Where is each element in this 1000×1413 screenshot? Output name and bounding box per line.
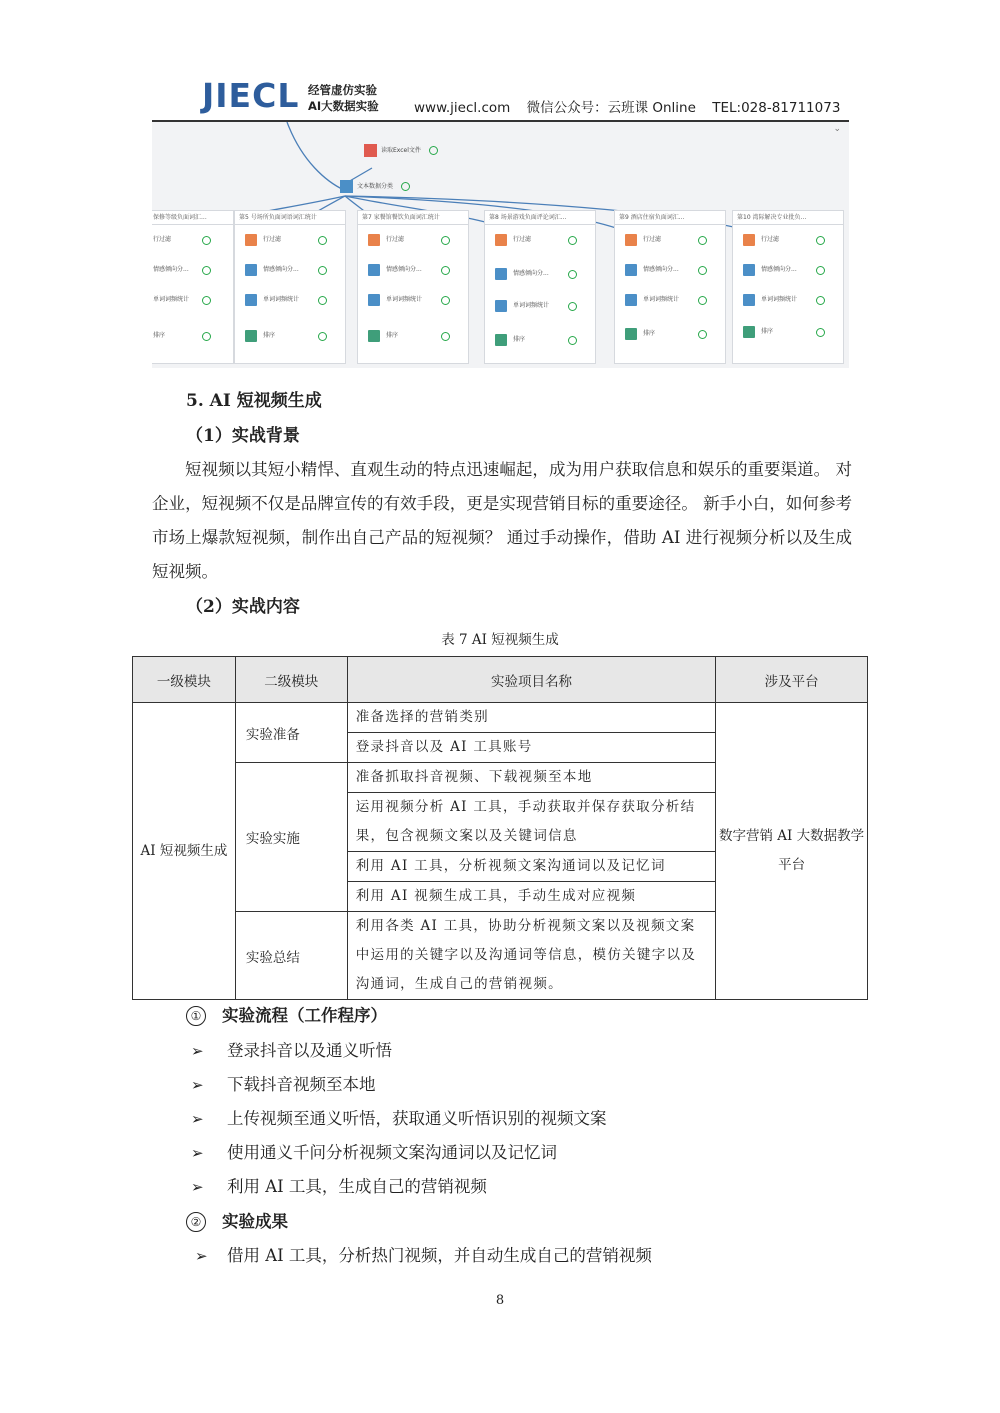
filter-icon <box>495 234 507 246</box>
node-sort[interactable] <box>625 327 709 341</box>
item-cell: 登录抖音以及 AI 工具账号 <box>347 733 715 763</box>
item-cell: 准备抓取抖音视频、下载视频至本地 <box>347 763 715 793</box>
item-cell: 运用视频分析 AI 工具，手动获取并保存获取分析结果，包含视频文案以及关键词信息 <box>347 793 715 852</box>
lane-1 <box>234 210 346 364</box>
success-check-icon <box>816 266 825 275</box>
success-check-icon <box>816 296 825 305</box>
header-cell: 二级模块 <box>235 657 347 703</box>
module1-cell: AI 短视频生成 <box>133 703 236 1000</box>
lane-2 <box>357 210 469 364</box>
wordfreq-icon <box>743 294 755 306</box>
jiecl-logo: JIECL <box>202 76 300 115</box>
step-text: 登录抖音以及通义听悟 <box>227 1041 392 1060</box>
arrow-bullet-icon: ➢ <box>191 1178 204 1196</box>
wordfreq-icon <box>625 294 637 306</box>
workflow-screenshot <box>152 122 849 368</box>
step-text: 下载抖音视频至本地 <box>227 1075 376 1094</box>
lane-title: 第8 场景游戏负面评论词汇... <box>485 211 595 225</box>
collapse-chevron-icon[interactable]: ⌄ <box>833 124 841 134</box>
module2-cell: 实验准备 <box>235 703 347 763</box>
arrow-bullet-icon: ➢ <box>191 1042 204 1060</box>
step-number: ① <box>186 1006 206 1026</box>
lane-5 <box>732 210 844 364</box>
process-heading <box>186 1002 387 1026</box>
wordfreq-icon <box>245 294 257 306</box>
node-sentiment[interactable] <box>368 263 452 277</box>
success-check-icon <box>401 182 410 191</box>
lane-4 <box>614 210 726 364</box>
node-sentiment[interactable] <box>625 263 709 277</box>
sentiment-icon <box>495 268 507 280</box>
sort-icon <box>743 326 755 338</box>
node-sentiment[interactable] <box>245 263 329 277</box>
step-text: 上传视频至通义听悟，获取通义听悟识别的视频文案 <box>227 1109 607 1128</box>
success-check-icon <box>698 236 707 245</box>
success-check-icon <box>568 236 577 245</box>
success-check-icon <box>441 266 450 275</box>
success-check-icon <box>202 296 211 305</box>
sort-icon <box>495 334 507 346</box>
node-sort[interactable] <box>153 329 213 343</box>
success-check-icon <box>318 332 327 341</box>
node-filter[interactable] <box>368 233 452 247</box>
sentiment-icon <box>368 264 380 276</box>
experiment-table <box>132 656 868 1000</box>
lane-3 <box>484 210 596 364</box>
node-label: 情感倾向分... <box>386 266 422 273</box>
node-filter[interactable] <box>495 233 579 247</box>
node-label: 行过滤 <box>643 236 662 243</box>
process-title: 实验流程（工作程序） <box>222 1006 387 1025</box>
node-label: 单词词频统计 <box>386 296 423 303</box>
table-caption: 表 7 AI 短视频生成 <box>441 632 559 648</box>
node-label: 行过滤 <box>513 236 532 243</box>
excel-read-node[interactable] <box>364 144 438 158</box>
node-filter[interactable] <box>245 233 329 247</box>
node-label: 文本数据分类 <box>357 183 394 190</box>
lane-title: 第9 酒店住宿负面词汇... <box>615 211 725 225</box>
arrow-bullet-icon: ➢ <box>191 1076 204 1094</box>
platform-cell: 数字营销 AI 大数据教学平台 <box>716 703 868 1000</box>
node-label: 排序 <box>386 332 399 339</box>
lane-title: 第10 湾际解决专业批负... <box>733 211 843 225</box>
node-wordfreq[interactable] <box>625 293 709 307</box>
background-heading: （1）实战背景 <box>186 426 300 446</box>
success-check-icon <box>441 296 450 305</box>
wechat-info: 微信公众号：云班课 Online <box>526 100 696 116</box>
node-filter[interactable] <box>153 233 213 247</box>
filter-icon <box>743 234 755 246</box>
node-label: 情感倾向分... <box>263 266 299 273</box>
node-sort[interactable] <box>245 329 329 343</box>
lane-title: 第7 家餐馆餐饮负面词汇统计 <box>358 211 468 225</box>
node-label: 行过滤 <box>386 236 405 243</box>
success-check-icon <box>441 332 450 341</box>
success-check-icon <box>202 332 211 341</box>
node-wordfreq[interactable] <box>743 293 827 307</box>
sentiment-icon <box>743 264 755 276</box>
success-check-icon <box>698 266 707 275</box>
header-cell: 一级模块 <box>133 657 236 703</box>
result-heading <box>186 1208 288 1232</box>
list-item <box>191 1037 392 1061</box>
item-cell: 利用 AI 工具，分析视频文案沟通词以及记忆词 <box>347 852 715 882</box>
step-number: ② <box>186 1212 206 1232</box>
node-filter[interactable] <box>743 233 827 247</box>
tel-info: TEL:028-81711073 <box>712 100 841 116</box>
section-title: 5. AI 短视频生成 <box>186 391 322 411</box>
lane-0 <box>152 210 234 364</box>
page-header <box>152 74 849 122</box>
text-classify-node[interactable] <box>340 180 410 194</box>
page-number: 8 <box>495 1293 505 1308</box>
node-label: 单词词频统计 <box>153 296 190 303</box>
table-header-row <box>133 657 868 703</box>
success-check-icon <box>698 330 707 339</box>
node-sort[interactable] <box>368 329 452 343</box>
node-label: 行过滤 <box>153 236 172 243</box>
arrow-bullet-icon: ➢ <box>191 1144 204 1162</box>
module2-cell: 实验总结 <box>235 912 347 1000</box>
step-text: 利用 AI 工具，生成自己的营销视频 <box>227 1177 487 1196</box>
list-item <box>195 1242 652 1266</box>
excel-icon <box>364 144 377 157</box>
node-wordfreq[interactable] <box>495 299 579 313</box>
success-check-icon <box>698 296 707 305</box>
filter-icon <box>245 234 257 246</box>
node-label: 单词词频统计 <box>513 302 550 309</box>
result-text: 借用 AI 工具，分析热门视频，并自动生成自己的营销视频 <box>227 1246 652 1265</box>
success-check-icon <box>318 296 327 305</box>
node-label: 排序 <box>263 332 276 339</box>
success-check-icon <box>568 302 577 311</box>
success-check-icon <box>816 236 825 245</box>
success-check-icon <box>568 336 577 345</box>
result-title: 实验成果 <box>222 1212 288 1231</box>
node-sort[interactable] <box>743 325 827 339</box>
success-check-icon <box>441 236 450 245</box>
node-wordfreq[interactable] <box>368 293 452 307</box>
node-sentiment[interactable] <box>153 263 213 277</box>
list-item <box>191 1071 376 1095</box>
node-label: 读取Excel文件 <box>381 147 421 154</box>
sort-icon <box>245 330 257 342</box>
arrow-bullet-icon: ➢ <box>191 1110 204 1128</box>
node-wordfreq[interactable] <box>153 293 213 307</box>
header-cell: 涉及平台 <box>716 657 868 703</box>
node-sentiment[interactable] <box>495 267 579 281</box>
list-item <box>191 1173 487 1197</box>
node-label: 单词词频统计 <box>643 296 680 303</box>
header-contact <box>414 96 852 116</box>
list-item <box>191 1105 607 1129</box>
lane-title: 保修等级负面词汇... <box>152 211 233 225</box>
list-item <box>191 1139 557 1163</box>
item-cell: 利用各类 AI 工具，协助分析视频文案以及视频文案中运用的关键字以及沟通词等信息，模仿关键字以及沟通词，生成自己的营销视频。 <box>347 912 715 1000</box>
background-paragraph <box>152 453 852 589</box>
item-cell: 利用 AI 视频生成工具，手动生成对应视频 <box>347 882 715 912</box>
node-label: 情感倾向分... <box>761 266 797 273</box>
step-text: 使用通义千问分析视频文案沟通词以及记忆词 <box>227 1143 557 1162</box>
success-check-icon <box>318 236 327 245</box>
node-label: 单词词频统计 <box>263 296 300 303</box>
success-check-icon <box>202 236 211 245</box>
filter-icon <box>368 234 380 246</box>
wordfreq-icon <box>368 294 380 306</box>
node-label: 情感倾向分... <box>513 270 549 277</box>
background-text: 短视频以其短小精悍、直观生动的特点迅速崛起，成为用户获取信息和娱乐的重要渠道。 对企业，短视频不仅是品牌宣传的有效手段，更是实现营销目标的重要途径。 新手小白，如何参考市场上爆款短视频，制作出自己产品的短视频？ 通过手动操作，借助 AI 进行视频分析以及生成短视频。 <box>152 460 852 581</box>
module2-cell: 实验实施 <box>235 763 347 912</box>
logo-subtitle <box>308 82 379 114</box>
content-heading: （2）实战内容 <box>186 597 300 617</box>
arrow-bullet-icon: ➢ <box>195 1247 208 1265</box>
table-row <box>133 703 868 733</box>
success-check-icon <box>568 270 577 279</box>
success-check-icon <box>816 328 825 337</box>
node-label: 排序 <box>513 336 526 343</box>
filter-icon <box>625 234 637 246</box>
node-label: 单词词频统计 <box>761 296 798 303</box>
logo-sub-line2: AI大数据实验 <box>308 99 379 113</box>
node-label: 排序 <box>153 332 166 339</box>
website-link[interactable]: www.jiecl.com <box>414 100 511 116</box>
item-cell: 准备选择的营销类别 <box>347 703 715 733</box>
wordfreq-icon <box>495 300 507 312</box>
sort-icon <box>625 328 637 340</box>
lane-title: 第5 号场所负面词语词汇统计 <box>235 211 345 225</box>
node-label: 行过滤 <box>761 236 780 243</box>
node-label: 排序 <box>643 330 656 337</box>
node-wordfreq[interactable] <box>245 293 329 307</box>
header-cell: 实验项目名称 <box>347 657 715 703</box>
node-label: 情感倾向分... <box>153 266 189 273</box>
sort-icon <box>368 330 380 342</box>
node-label: 情感倾向分... <box>643 266 679 273</box>
classify-icon <box>340 180 353 193</box>
success-check-icon <box>429 146 438 155</box>
node-filter[interactable] <box>625 233 709 247</box>
success-check-icon <box>318 266 327 275</box>
success-check-icon <box>202 266 211 275</box>
sentiment-icon <box>625 264 637 276</box>
node-sentiment[interactable] <box>743 263 827 277</box>
node-label: 排序 <box>761 328 774 335</box>
node-label: 行过滤 <box>263 236 282 243</box>
logo-sub-line1: 经管虚仿实验 <box>308 83 377 97</box>
node-sort[interactable] <box>495 333 579 347</box>
sentiment-icon <box>245 264 257 276</box>
